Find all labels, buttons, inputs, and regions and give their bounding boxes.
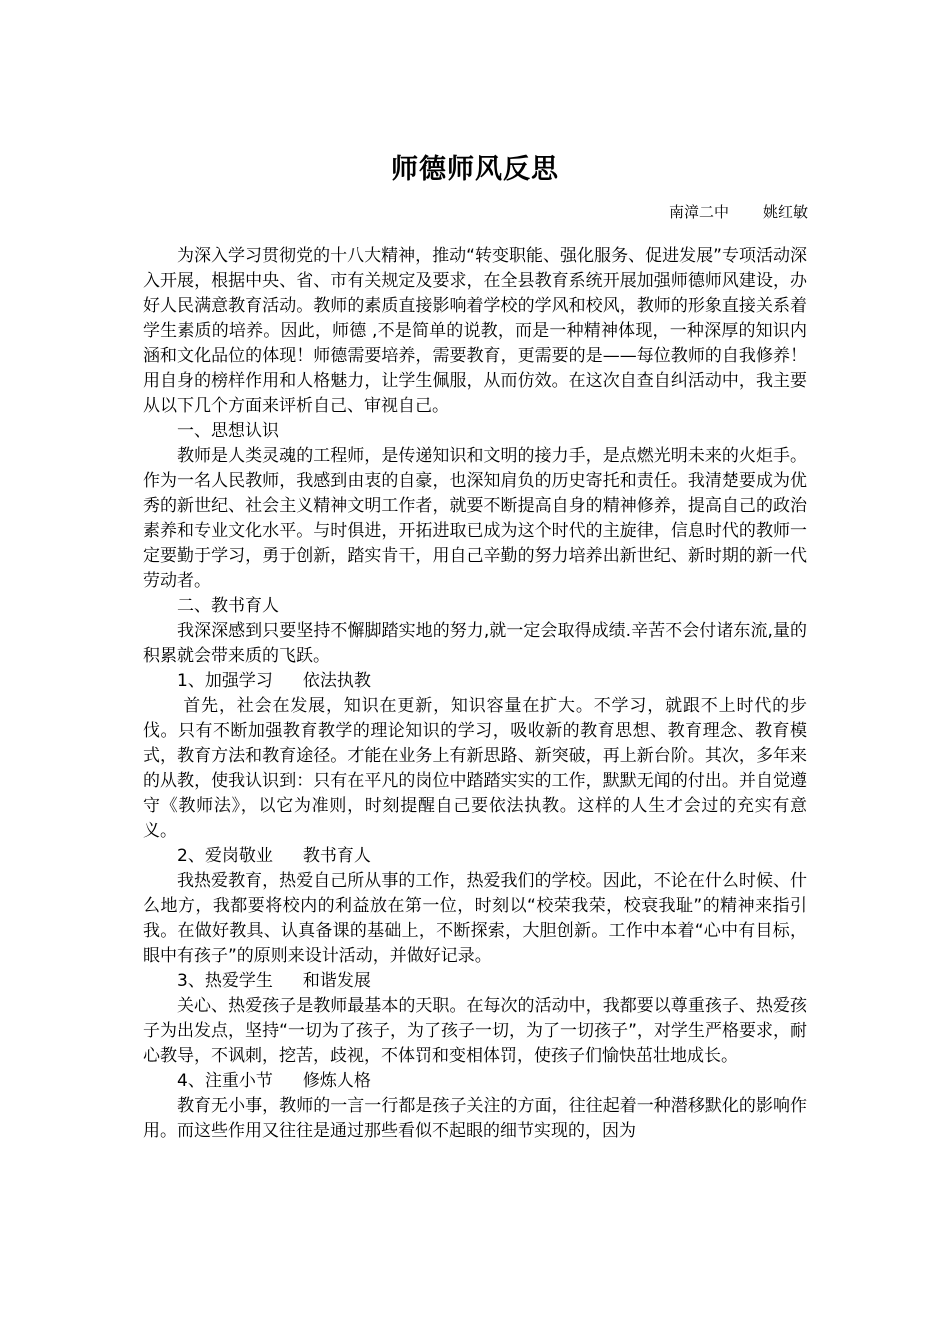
paragraph: 关心、热爱孩子是教师最基本的天职。在每次的活动中，我都要以尊重孩子、热爱孩子为出发点，坚持“一切为了孩子，为了孩子一切，为了一切孩子”，对学生严格要求，耐心教导，不讽刺，挖苦，歧视，不体罚和变相体罚，使孩子们愉快茁壮地成长。 <box>143 996 807 1066</box>
section-heading <box>143 419 807 444</box>
heading-text: 2、爱岗敬业 <box>177 846 273 866</box>
heading-text: 一、思想认识 <box>177 421 279 441</box>
paragraph: 首先，社会在发展，知识在更新，知识容量在扩大。不学习，就跟不上时代的步伐。只有不断加强教育教学的理论知识的学习，吸收新的教育思想、教育理念、教育模式，教育方法和教育途径。才能在业务上有新思路、新突破，再上新台阶。其次，多年来的从教，使我认识到：只有在平凡的岗位中踏踏实实的工作，默默无闻的付出。并自觉遵守《教师法》，以它为准则，时刻提醒自己要依法执教。这样的人生才会过的充实有意义。 <box>143 696 807 841</box>
subsection-heading <box>143 669 807 694</box>
paragraph: 为深入学习贯彻党的十八大精神，推动“转变职能、强化服务、促进发展”专项活动深入开展，根据中央、省、市有关规定及要求，在全县教育系统开展加强师德师风建设，办好人民满意教育活动。教师的素质直接影响着学校的学风和校风，教师的形象直接关系着学生素质的培养。因此，师德 ,不是简单的说教，而是一种精神体现，一种深厚的知识内涵和文化品位的体现！师德需要培养，需要教育，更需要的是——每位教师的自我修养！用自身的榜样作用和人格魅力，让学生佩服，从而仿效。在这次自查自纠活动中，我主要从以下几个方面来评析自己、审视自己。 <box>143 246 807 416</box>
subsection-heading <box>143 844 807 869</box>
heading-text: 4、注重小节 <box>177 1071 273 1091</box>
byline <box>669 200 808 224</box>
paragraph: 我深深感到只要坚持不懈脚踏实地的努力,就一定会取得成绩.辛苦不会付诸东流,量的积累就会带来质的飞跃。 <box>143 621 807 666</box>
paragraph: 教师是人类灵魂的工程师，是传递知识和文明的接力手，是点燃光明未来的火炬手。作为一名人民教师，我感到由衷的自豪，也深知肩负的历史寄托和责任。我清楚要成为优秀的新世纪、社会主义精神文明工作者，就要不断提高自身的精神修养，提高自己的政治素养和专业文化水平。与时俱进，开拓进取已成为这个时代的主旋律，信息时代的教师一定要勤于学习，勇于创新，踏实肯干，用自己辛勤的努力培养出新世纪、新时期的新一代劳动者。 <box>143 446 807 591</box>
school-name: 南漳二中 <box>668 203 729 221</box>
section-heading <box>143 594 807 619</box>
heading-subtext: 修炼人格 <box>302 1071 371 1091</box>
subsection-heading <box>143 969 807 994</box>
heading-subtext: 教书育人 <box>302 846 371 866</box>
heading-subtext: 依法执教 <box>302 671 371 691</box>
heading-text: 3、热爱学生 <box>177 971 273 991</box>
document-body <box>143 244 807 1144</box>
heading-subtext: 和谐发展 <box>302 971 371 991</box>
heading-text: 1、加强学习 <box>177 671 273 691</box>
author-name: 姚红敏 <box>762 203 808 221</box>
heading-text: 二、教书育人 <box>177 596 279 616</box>
paragraph: 教育无小事，教师的一言一行都是孩子关注的方面，往往起着一种潜移默化的影响作用。而这些作用又往往是通过那些看似不起眼的细节实现的，因为 <box>143 1096 807 1141</box>
paragraph: 我热爱教育，热爱自己所从事的工作，热爱我们的学校。因此，不论在什么时候、什么地方，我都要将校内的利益放在第一位，时刻以“校荣我荣，校衰我耻”的精神来指引我。在做好教具、认真备课的基础上，不断探索，大胆创新。工作中本着“心中有目标，眼中有孩子”的原则来设计活动，并做好记录。 <box>143 871 807 966</box>
subsection-heading <box>143 1069 807 1094</box>
document-title: 师德师风反思 <box>391 154 559 185</box>
